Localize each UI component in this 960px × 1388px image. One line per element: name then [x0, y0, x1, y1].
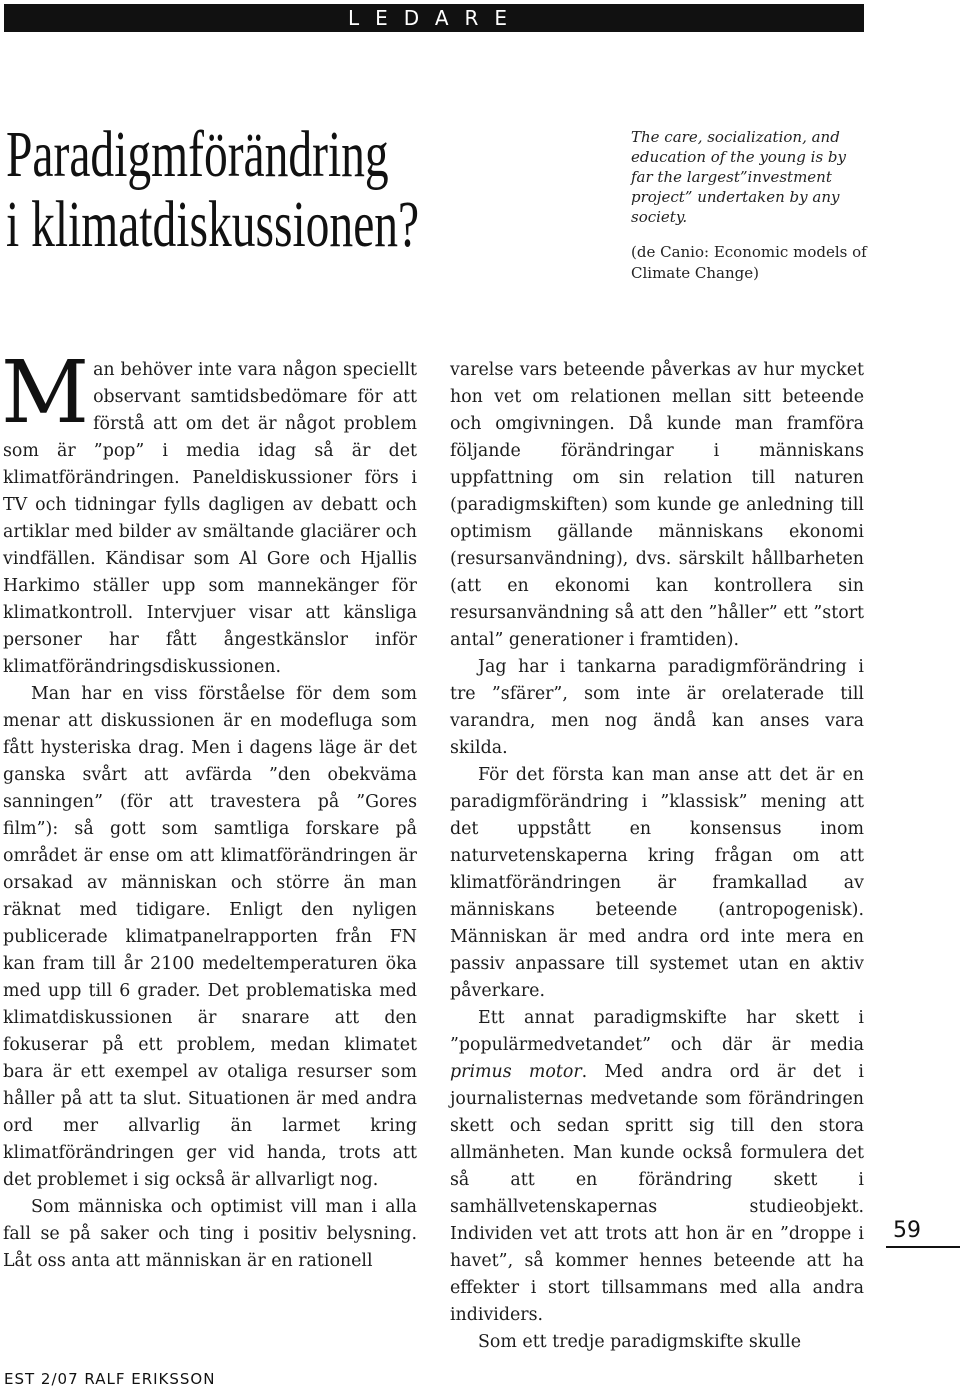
headline-line-1: Paradigmförändring: [6, 118, 389, 191]
epigraph-source: (de Canio: Economic models of Climate Change): [631, 243, 867, 282]
paragraph: varelse vars beteende påverkas av hur mycket hon vet om relationen mellan sitt beteende och omgivningen. Då kunde man framföra följande förändringar i människans uppfattning om sin relation till naturen (paradigmskiften) som kunde ge anledning till optimism gällande människans ekonomi (resursanvändning), dvs. särskilt hållbarheten (att en ekonomi kan kontrollera sin resursanvändning så att den ”håller” ett ”stort antal” generationer i framtiden).: [450, 360, 864, 650]
paragraph: Som människa och optimist vill man i alla fall se på saker och ting i positiv belysning. Låt oss anta att människan är en rationell: [3, 1197, 417, 1271]
paragraph: Ett annat paradigmskifte har skett i ”populärmedvetandet” och där är media primus motor. Med andra ord är det i journalisternas medvetande som förändringen skett och sedan spritt sig till den stora allmänheten. Man kunde också formulera det så att en förändring skett i samhällvetenskapernas studieobjekt. Individen vet att trots att hon är en ”droppe i havet”, så kommer hennes beteende att ha effekter i stort tillsammans med alla andra individers.: [450, 1008, 864, 1325]
article-headline: [6, 120, 438, 260]
emphasis: primus motor: [450, 1062, 582, 1082]
epigraph-quote: The care, socialization, and education of the young is by far the largest”investment project” undertaken by any society.: [631, 128, 846, 226]
paragraph: Som ett tredje paradigmskifte skulle: [478, 1332, 801, 1352]
paragraph: Man behöver inte vara någon speciellt observant samtidsbedömare för att förstå att om det är något problem som är ”pop” i media idag så är det klimatförändringen. Paneldiskussioner förs i TV och tidningar fylls dagligen av debatt och artiklar med bilder av smältande glaciärer och vindfällen. Kändisar som Al Gore och Hjallis Harkimo ställer upp som mannekänger för klimatkontroll. Intervjuer visar att känsliga personer har fått ångestkänslor inför klimatförändringsdiskussionen.: [1, 343, 417, 677]
section-label: LEDARE: [348, 6, 524, 30]
section-header-bar: [4, 4, 864, 32]
body-column-left: [1, 343, 417, 1275]
footer-credit: EST 2/07 RALF ERIKSSON: [4, 1370, 216, 1388]
paragraph: För det första kan man anse att det är en paradigmförändring i ”klassisk” mening att det uppstått en konsensus inom naturvetenskaperna kring frågan om att klimatförändringen är framkallad av människans beteende (antropogenisk). Människan är med andra ord inte mera en passiv anpassare till systemet utan en aktiv påverkare.: [450, 765, 864, 1001]
page-number-rule: [886, 1246, 960, 1248]
headline-line-2: i klimatdiskussionen?: [6, 188, 420, 261]
paragraph: Jag har i tankarna paradigmförändring i tre ”sfärer”, som inte är orelaterade till varandra, men nog ändå kan anses vara skilda.: [450, 657, 864, 758]
drop-cap: M: [1, 343, 90, 443]
page-number: 59: [893, 1218, 921, 1243]
body-column-right: [450, 357, 864, 1356]
paragraph: Man har en viss förståelse för dem som menar att diskussionen är en modefluga som fått hysteriska drag. Men i dagens läge är det ganska svårt att avfärda ”den obekväma sanningen” (för att travestera på ”Gores film”): så gott som samtliga forskare på området är ense om att klimatförändringen är orsakad av människan och större än man räknat med tidigare. Enligt den nyligen publicerade klimatpanelrapporten från FN kan fram till år 2100 medeltemperaturen öka med upp till 6 grader. Det problematiska med klimatdiskussionen är snarare att den fokuserar på ett problem, medan klimatet bara är ett exempel av otaliga resurser som håller på att ta slut. Situationen är med andra ord mer allvarlig än larmet kring klimatförändringen ger vid handa, trots att det problemet i sig också är allvarligt nog.: [3, 684, 417, 1190]
